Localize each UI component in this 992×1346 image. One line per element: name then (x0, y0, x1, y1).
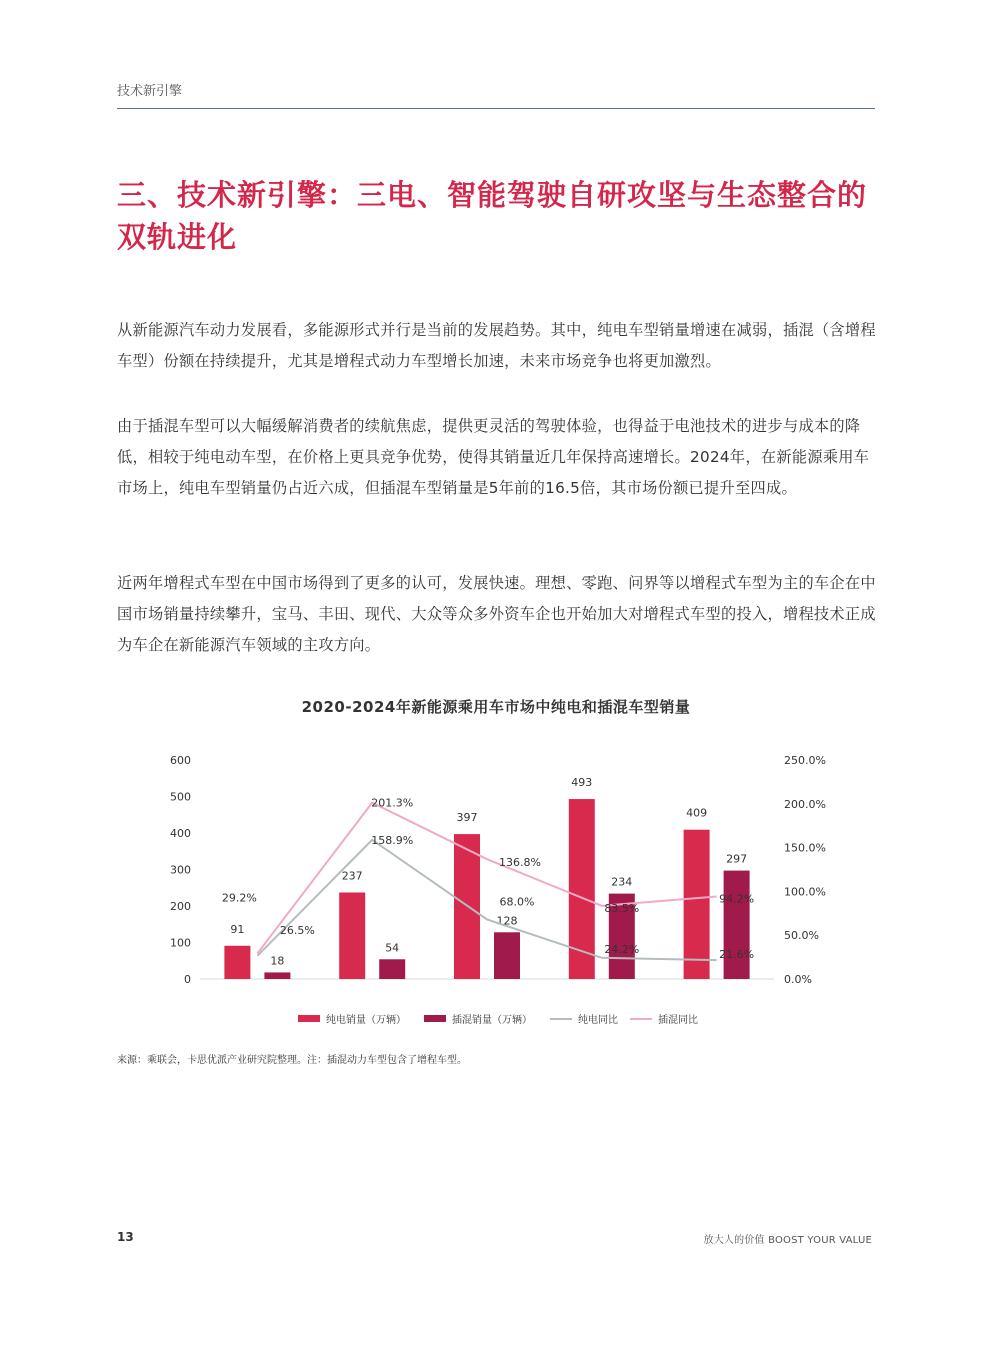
y-right-tick-label: 100.0% (784, 885, 826, 899)
y-right-tick-label: 200.0% (784, 797, 826, 811)
y-left-tick-label: 600 (170, 754, 191, 767)
line-bev-yoy (257, 840, 716, 960)
line-value-label: 83.5% (604, 901, 640, 915)
bar-value-label: 237 (341, 869, 363, 883)
line-value-label: 24.2% (604, 942, 640, 956)
line-value-label: 201.3% (371, 796, 414, 810)
bar-value-label: 18 (270, 954, 285, 968)
y-right-tick-label: 50.0% (784, 929, 819, 943)
bar-value-label: 397 (456, 811, 478, 825)
line-value-label: 29.2% (221, 891, 257, 905)
legend-label: 纯电销量（万辆） (326, 1015, 406, 1026)
bar-value-label: 54 (385, 941, 400, 955)
y-right-tick-label: 250.0% (784, 754, 826, 767)
legend-label: 插混同比 (658, 1015, 698, 1026)
bar-phev (724, 871, 750, 979)
paragraph-2: 由于插混车型可以大幅缓解消费者的续航焦虑，提供更灵活的驾驶体验，也得益于电池技术的进步与成本的降低，相较于纯电动车型，在价格上更具竞争优势，使得其销量近几年保持高速增长。2024年，在新能源乘用车市场上，纯电车型销量仍占近六成，但插混车型销量是5年前的16.5倍，其市场份额已提升至四成。 (117, 417, 870, 497)
bar-value-label: 409 (686, 806, 708, 820)
bar-value-label: 91 (230, 922, 245, 936)
y-left-tick-label: 300 (170, 863, 191, 877)
bar-value-label: 297 (726, 852, 748, 866)
line-value-label: 26.5% (279, 923, 315, 937)
legend-swatch (298, 1015, 320, 1022)
legend-label: 纯电同比 (578, 1015, 618, 1026)
y-left-tick-label: 400 (170, 827, 191, 840)
sales-chart (0, 740, 992, 1040)
bar-value-label: 234 (611, 875, 633, 889)
line-value-label: 94.2% (719, 892, 755, 906)
footer-tagline: 放大人的价值 BOOST YOUR VALUE (703, 1235, 872, 1246)
legend-swatch (424, 1015, 446, 1022)
bar-value-label: 493 (571, 776, 593, 790)
bar-phev (494, 932, 520, 979)
line-value-label: 21.6% (719, 948, 755, 962)
y-left-tick-label: 500 (170, 790, 191, 804)
paragraph-3: 近两年增程式车型在中国市场得到了更多的认可，发展快速。理想、零跑、问界等以增程式车型为主的车企在中国市场销量持续攀升，宝马、丰田、现代、大众等众多外资车企也开始加大对增程式车型的投入，增程技术正成为车企在新能源汽车领域的主攻方向。 (117, 574, 876, 654)
header-divider (117, 108, 875, 109)
source-note: 来源：乘联会，卡思优派产业研究院整理。注：插混动力车型包含了增程车型。 (117, 1055, 467, 1066)
y-left-tick-label: 0 (184, 973, 191, 986)
y-left-tick-label: 200 (170, 900, 191, 913)
line-value-label: 68.0% (499, 895, 535, 909)
section-label: 技术新引擎 (117, 84, 183, 99)
line-value-label: 158.9% (371, 833, 414, 847)
legend-label: 插混销量（万辆） (452, 1015, 532, 1026)
page-number: 13 (117, 1230, 134, 1244)
paragraph-1: 从新能源汽车动力发展看，多能源形式并行是当前的发展趋势。其中，纯电车型销量增速在减弱，插混（含增程车型）份额在持续提升，尤其是增程式动力车型增长加速，未来市场竞争也将更加激烈。 (117, 321, 876, 370)
line-value-label: 136.8% (499, 856, 541, 870)
bar-phev (264, 972, 290, 979)
chart-title: 2020-2024年新能源乘用车市场中纯电和插混车型销量 (301, 698, 691, 716)
page-title: 三、技术新引擎：三电、智能驾驶自研攻坚与生态整合的双轨进化 (117, 178, 868, 254)
line-phev-yoy (257, 803, 716, 954)
bar-value-label: 128 (496, 914, 518, 928)
bar-bev (684, 830, 710, 979)
y-left-tick-label: 100 (170, 936, 191, 950)
bar-bev (339, 892, 365, 979)
bar-bev (224, 946, 250, 979)
bar-phev (379, 959, 405, 979)
y-right-tick-label: 0.0% (784, 973, 812, 986)
y-right-tick-label: 150.0% (784, 841, 826, 855)
